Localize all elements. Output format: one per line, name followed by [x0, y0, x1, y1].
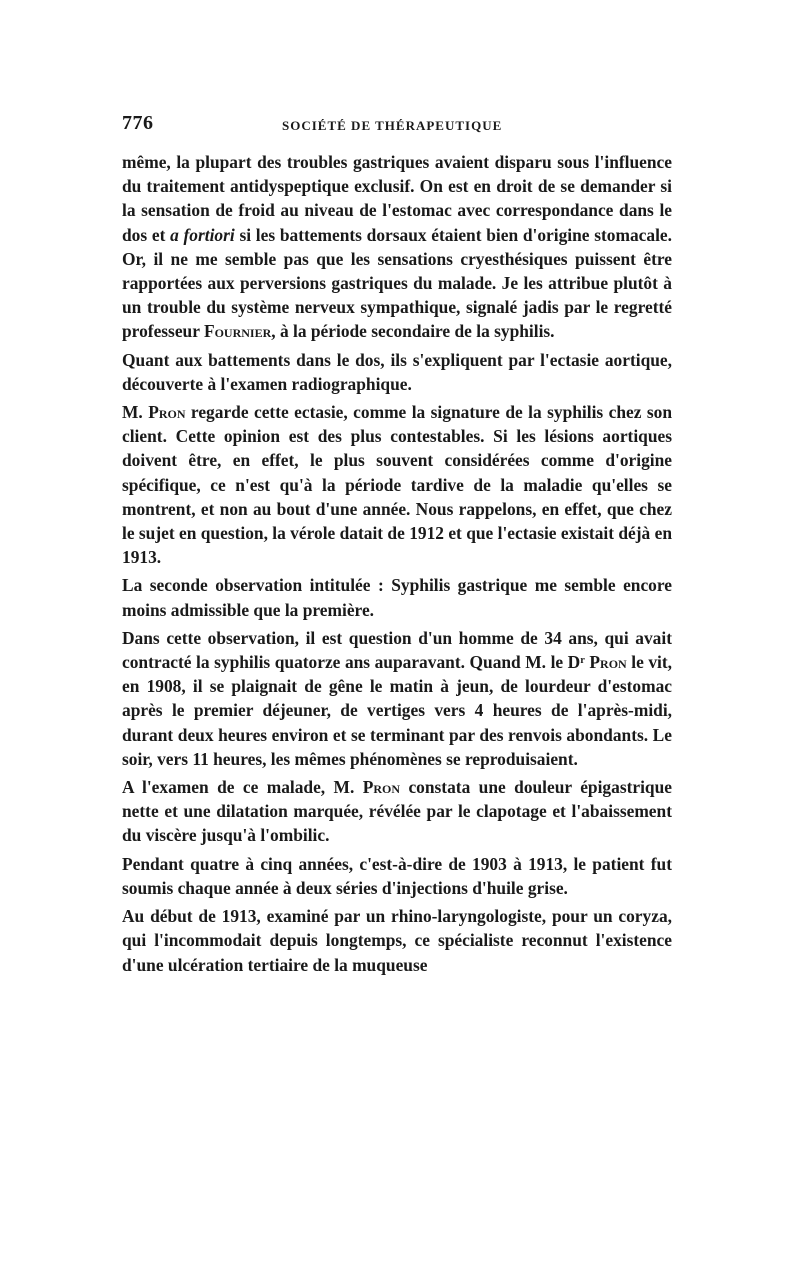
paragraph-5 — [122, 626, 672, 771]
paragraph-1 — [122, 150, 672, 344]
paragraph-5-part-b: le vit, en 1908, il se plaignait de gêne le matin à jeun, de lourdeur d'estomac après le premier déjeuner, de vertiges vers 4 heures de l'après-midi, durant deux heures environ et se terminant par des renvois abondants. Le soir, vers 11 heures, les mêmes phénomènes se reproduisaient. — [122, 652, 672, 769]
paragraph-6-part-b: constata une douleur épigastrique nette et une dilatation marquée, révélée par le clapotage et l'abaissement du viscère jusqu'à l'ombilic. — [122, 777, 672, 846]
body-text — [122, 150, 672, 977]
paragraph-1-part-c: , à la période secondaire de la syphilis. — [271, 321, 555, 342]
paragraph-5-part-a: Dans cette observation, il est question d'un homme de 34 ans, qui avait contracté la syphilis quatorze ans auparavant. Quand M. le D — [122, 627, 672, 673]
italic-phrase: a fortiori — [170, 224, 235, 245]
paragraph-4: La seconde observation intitulée : Syphilis gastrique me semble encore moins admissible que la première. — [122, 575, 672, 620]
author-name-pron: Pron — [589, 652, 627, 673]
paragraph-1-part-b: si les battements dorsaux étaient bien d'origine stomacale. Or, il ne me semble pas que les sensations cryesthésiques puissent être rapportées aux perversions gastriques du malade. Je les attribue plutôt à un trouble du système nerveux sympathique, signalé jadis par le regretté professeur — [122, 224, 672, 342]
paragraph-3-part-a: M. — [122, 402, 149, 423]
paragraph-1-part-a: même, la plupart des troubles gastriques avaient disparu sous l'influence du traitement antidyspeptique exclusif. On est en droit de se demander si la sensation de froid au niveau de l'estomac avec correspondance dans le dos et — [122, 152, 672, 245]
page-number: 776 — [122, 112, 154, 134]
journal-title: SOCIÉTÉ DE THÉRAPEUTIQUE — [282, 118, 503, 133]
doctor-abbrev-superscript: r — [580, 655, 585, 667]
author-name-fournier: Fournier — [203, 321, 272, 342]
paragraph-8: Au début de 1913, examiné par un rhino-laryngologiste, pour un coryza, qui l'incommodait depuis longtemps, ce spécialiste reconnut l'existence d'une ulcération tertiaire de la muqueuse — [122, 906, 672, 975]
book-page — [122, 112, 672, 977]
paragraph-6-part-a: A l'examen de ce malade, M. — [122, 777, 363, 798]
paragraph-3-part-b: regarde cette ectasie, comme la signature de la syphilis chez son client. Cette opinion est des plus contestables. Si les lésions aortiques doivent être, en effet, le plus souvent considérées comme d'origine spécifique, ce n'est qu'à la période tardive de la maladie qu'elles se montrent, et non au bout d'une année. Nous rappelons, en effet, que chez le sujet en question, la vérole datait de 1912 et que l'ectasie existait déjà en 1913. — [122, 402, 672, 568]
author-name-pron: Pron — [148, 402, 186, 423]
paragraph-2: Quant aux battements dans le dos, ils s'expliquent par l'ectasie aortique, découverte à l'examen radiographique. — [122, 349, 672, 394]
paragraph-3 — [122, 400, 672, 569]
running-head — [122, 112, 672, 142]
paragraph-6 — [122, 775, 672, 848]
author-name-pron: Pron — [362, 777, 401, 798]
paragraph-7: Pendant quatre à cinq années, c'est-à-dire de 1903 à 1913, le patient fut soumis chaque année à deux séries d'injections d'huile grise. — [122, 853, 672, 898]
